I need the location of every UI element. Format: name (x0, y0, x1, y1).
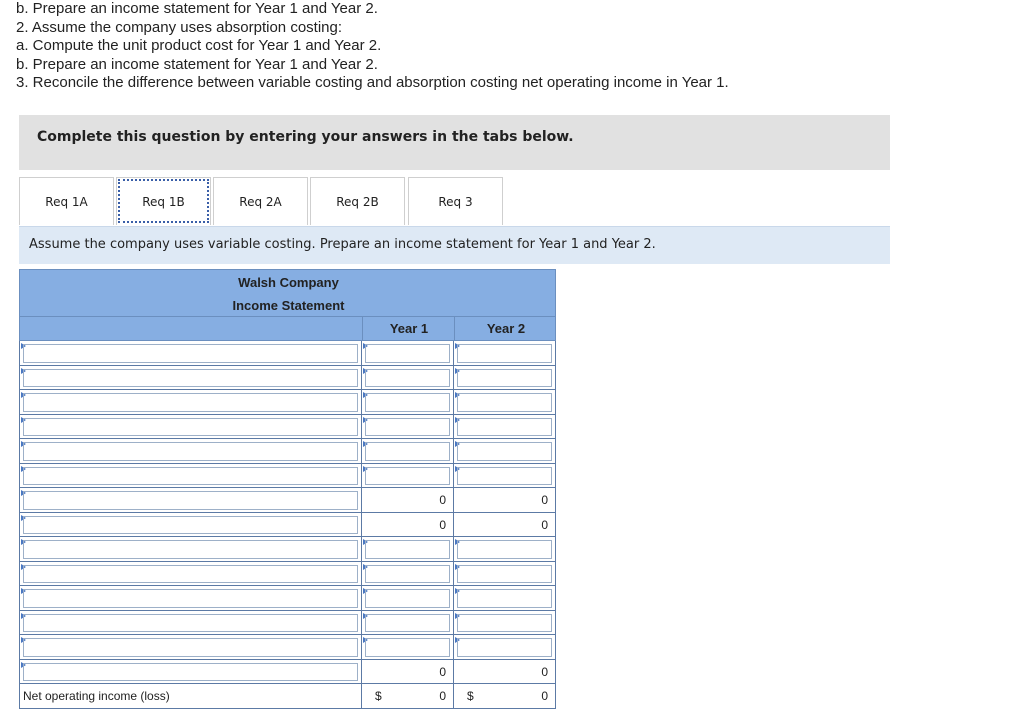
row-label-dropdown[interactable] (19, 537, 362, 562)
tab-instruction (19, 226, 890, 264)
amount-input-field[interactable] (365, 589, 450, 608)
amount-value: 0 (541, 689, 548, 703)
instruction-text: Assume the company uses variable costing. Prepare an income statement for Year 1 and Year 2. (29, 237, 656, 252)
row-label-dropdown[interactable] (19, 341, 362, 366)
question-line: b. Prepare an income statement for Year 1 and Year 2. (16, 0, 378, 17)
amount-cell-year2 (454, 513, 556, 538)
row-label-dropdown[interactable] (19, 390, 362, 415)
label-input-field[interactable] (23, 491, 358, 510)
amount-cell-year1 (362, 660, 454, 685)
amount-cell-year1[interactable] (362, 586, 454, 611)
label-input-field[interactable] (23, 663, 358, 682)
column-header-year2: Year 2 (486, 321, 526, 336)
amount-cell-year1[interactable] (362, 611, 454, 636)
amount-cell-year2[interactable] (454, 586, 556, 611)
label-input-field[interactable] (23, 369, 358, 388)
table-row (19, 562, 556, 587)
row-label-dropdown[interactable] (19, 439, 362, 464)
amount-input-field[interactable] (457, 540, 552, 559)
label-input-field[interactable] (23, 614, 358, 633)
row-label-text: Net operating income (loss) (23, 689, 170, 703)
amount-cell-year2[interactable] (454, 537, 556, 562)
amount-cell-year2[interactable] (454, 415, 556, 440)
amount-input-field[interactable] (365, 393, 450, 412)
amount-value: 0 (439, 689, 446, 703)
row-label-dropdown[interactable] (19, 513, 362, 538)
table-row (19, 586, 556, 611)
amount-cell-year1 (362, 513, 454, 538)
income-statement-table (19, 269, 556, 709)
amount-input-field[interactable] (365, 540, 450, 559)
label-input-field[interactable] (23, 516, 358, 535)
question-text (16, 0, 1006, 93)
amount-cell-year1[interactable] (362, 464, 454, 489)
row-label-dropdown[interactable] (19, 488, 362, 513)
amount-value: 0 (541, 664, 548, 679)
tab-req-2a[interactable]: Req 2A (213, 177, 308, 225)
row-label-dropdown[interactable] (19, 611, 362, 636)
company-name: Walsh Company (238, 275, 339, 290)
amount-input-field[interactable] (457, 589, 552, 608)
amount-cell-year1[interactable] (362, 562, 454, 587)
table-row (19, 684, 556, 709)
row-label-dropdown[interactable] (19, 586, 362, 611)
amount-input-field[interactable] (457, 442, 552, 461)
label-input-field[interactable] (23, 589, 358, 608)
question-line: b. Prepare an income statement for Year 1 and Year 2. (16, 55, 378, 73)
table-row (19, 537, 556, 562)
amount-value: 0 (439, 517, 446, 532)
amount-cell-year2 (454, 660, 556, 685)
amount-cell-year1[interactable] (362, 439, 454, 464)
amount-cell-year1 (362, 684, 454, 709)
amount-cell-year2[interactable] (454, 439, 556, 464)
column-header-row (19, 317, 556, 341)
table-row (19, 439, 556, 464)
table-row (19, 390, 556, 415)
table-row (19, 341, 556, 366)
amount-cell-year2[interactable] (454, 390, 556, 415)
question-line: a. Compute the unit product cost for Year 1 and Year 2. (16, 37, 382, 55)
label-input-field[interactable] (23, 393, 358, 412)
amount-cell-year2[interactable] (454, 611, 556, 636)
row-label-dropdown[interactable] (19, 660, 362, 685)
amount-cell-year2[interactable] (454, 366, 556, 391)
amount-input-field[interactable] (365, 614, 450, 633)
column-header-year1: Year 1 (389, 321, 429, 336)
amount-value: 0 (439, 664, 446, 679)
amount-cell-year1 (362, 488, 454, 513)
tab-req-1b[interactable]: Req 1B (116, 177, 211, 225)
table-row (19, 415, 556, 440)
table-row (19, 660, 556, 685)
tab-req-3[interactable]: Req 3 (408, 177, 503, 225)
tab-req-2b[interactable]: Req 2B (310, 177, 405, 225)
amount-input-field[interactable] (457, 614, 552, 633)
label-input-field[interactable] (23, 638, 358, 657)
label-input-field[interactable] (23, 344, 358, 363)
amount-value: 0 (541, 517, 548, 532)
label-input-field[interactable] (23, 565, 358, 584)
row-label-dropdown[interactable] (19, 562, 362, 587)
row-label (19, 684, 362, 709)
amount-input-field[interactable] (365, 344, 450, 363)
currency-symbol: $ (375, 689, 382, 703)
amount-input-field[interactable] (457, 344, 552, 363)
amount-cell-year1[interactable] (362, 415, 454, 440)
amount-cell-year2 (454, 684, 556, 709)
label-input-field[interactable] (23, 467, 358, 486)
table-row (19, 488, 556, 513)
label-input-field[interactable] (23, 442, 358, 461)
amount-cell-year2[interactable] (454, 635, 556, 660)
amount-input-field[interactable] (365, 369, 450, 388)
amount-input-field[interactable] (457, 638, 552, 657)
banner-text: Complete this question by entering your answers in the tabs below. (37, 129, 574, 145)
label-input-field[interactable] (23, 418, 358, 437)
row-label-dropdown[interactable] (19, 415, 362, 440)
amount-cell-year1[interactable] (362, 366, 454, 391)
statement-title: Income Statement (232, 298, 345, 313)
amount-input-field[interactable] (457, 565, 552, 584)
amount-input-field[interactable] (457, 467, 552, 486)
amount-cell-year2[interactable] (454, 464, 556, 489)
amount-cell-year1[interactable] (362, 537, 454, 562)
instructions-banner (19, 115, 890, 170)
amount-input-field[interactable] (457, 393, 552, 412)
amount-cell-year2[interactable] (454, 562, 556, 587)
amount-cell-year1[interactable] (362, 341, 454, 366)
table-row (19, 513, 556, 538)
amount-cell-year2 (454, 488, 556, 513)
tab-req-1a[interactable]: Req 1A (19, 177, 114, 225)
amount-input-field[interactable] (365, 418, 450, 437)
statement-header (19, 269, 556, 317)
statement-rows (19, 341, 556, 709)
row-label-dropdown[interactable] (19, 366, 362, 391)
question-line: 2. Assume the company uses absorption costing: (16, 18, 343, 36)
amount-input-field[interactable] (365, 638, 450, 657)
amount-cell-year2[interactable] (454, 341, 556, 366)
row-label-dropdown[interactable] (19, 635, 362, 660)
table-row (19, 635, 556, 660)
amount-value: 0 (439, 493, 446, 507)
amount-input-field[interactable] (365, 565, 450, 584)
label-input-field[interactable] (23, 540, 358, 559)
table-row (19, 464, 556, 489)
table-row (19, 366, 556, 391)
amount-input-field[interactable] (365, 467, 450, 486)
amount-input-field[interactable] (365, 442, 450, 461)
currency-symbol: $ (467, 689, 474, 703)
amount-cell-year1[interactable] (362, 635, 454, 660)
table-row (19, 611, 556, 636)
question-line: 3. Reconcile the difference between variable costing and absorption costing net operating income in Year 1. (16, 74, 729, 92)
amount-value: 0 (541, 493, 548, 507)
amount-cell-year1[interactable] (362, 390, 454, 415)
row-label-dropdown[interactable] (19, 464, 362, 489)
amount-input-field[interactable] (457, 418, 552, 437)
amount-input-field[interactable] (457, 369, 552, 388)
